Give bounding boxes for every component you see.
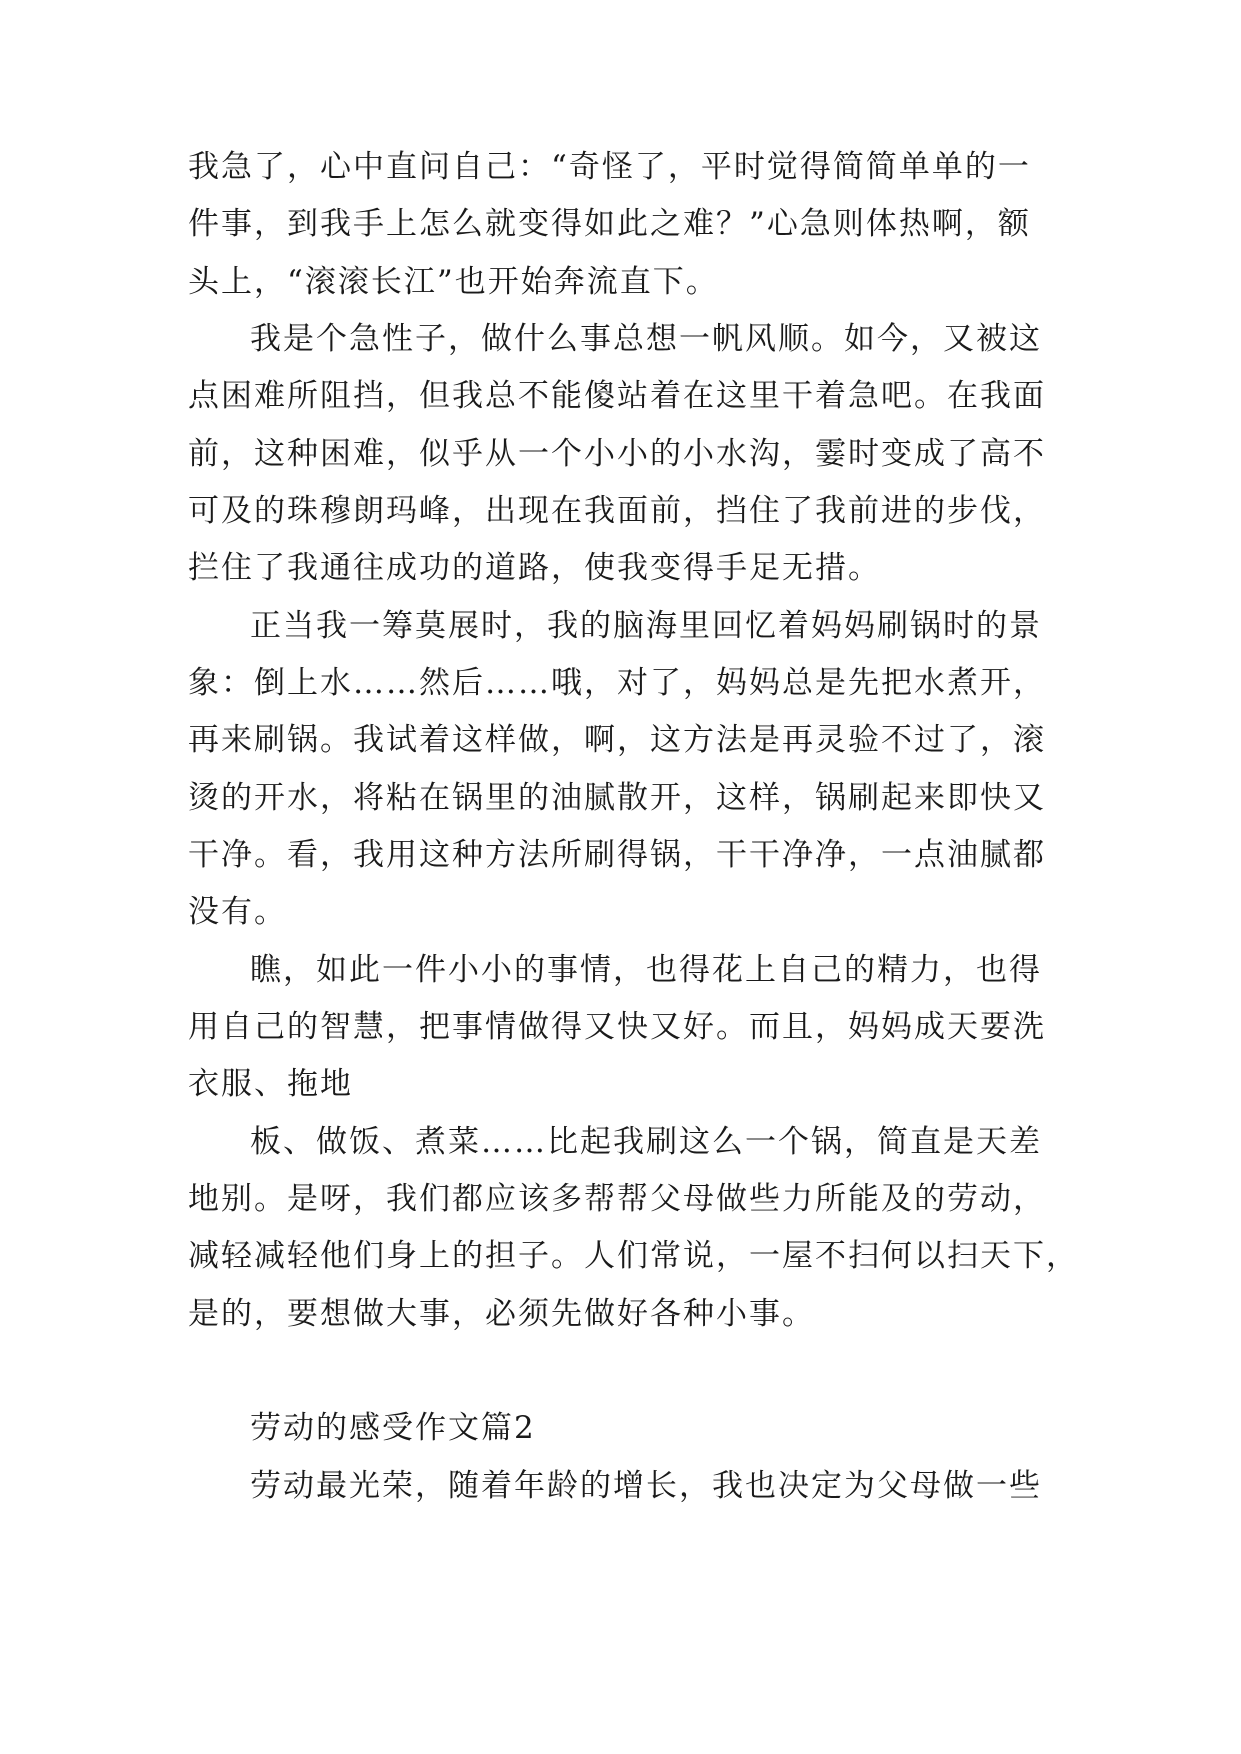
- text-line: 头上，“滚滚长江”也开始奔流直下。: [188, 264, 719, 300]
- text-line: 是的，要想做大事，必须先做好各种小事。: [188, 1296, 815, 1332]
- paragraph-first-line: 瞧，如此一件小小的事情，也得花上自己的精力，也得: [250, 952, 1042, 988]
- text-line: 用自己的智慧，把事情做得又快又好。而且，妈妈成天要洗: [188, 1009, 1046, 1045]
- paragraph-first-line: 我是个急性子，做什么事总想一帆风顺。如今，又被这: [250, 321, 1042, 357]
- text-line: 点困难所阻挡，但我总不能傻站着在这里干着急吧。在我面: [188, 378, 1046, 414]
- text-line: 拦住了我通往成功的道路，使我变得手足无措。: [188, 550, 881, 586]
- text-line: 我急了，心中直问自己：“奇怪了，平时觉得简简单单的一: [188, 149, 1031, 185]
- text-line: 没有。: [188, 894, 287, 930]
- text-line: 烫的开水，将粘在锅里的油腻散开，这样，锅刷起来即快又: [188, 780, 1046, 816]
- paragraph-first-line: 劳动最光荣，随着年龄的增长，我也决定为父母做一些: [250, 1468, 1042, 1504]
- text-line: 可及的珠穆朗玛峰，出现在我面前，挡住了我前进的步伐，: [188, 493, 1046, 529]
- text-line: 地别。是呀，我们都应该多帮帮父母做些力所能及的劳动，: [188, 1181, 1046, 1217]
- text-line: 减轻减轻他们身上的担子。人们常说，一屋不扫何以扫天下，: [188, 1238, 1079, 1274]
- paragraph-first-line: 正当我一筹莫展时，我的脑海里回忆着妈妈刷锅时的景: [250, 608, 1042, 644]
- text-line: 件事，到我手上怎么就变得如此之难？”心急则体热啊，额: [188, 206, 1031, 242]
- text-line: 象：倒上水……然后……哦，对了，妈妈总是先把水煮开，: [188, 665, 1046, 701]
- text-line: 衣服、拖地: [188, 1066, 353, 1102]
- text-line: 再来刷锅。我试着这样做，啊，这方法是再灵验不过了，滚: [188, 722, 1046, 758]
- text-line: 前，这种困难，似乎从一个小小的小水沟，霎时变成了高不: [188, 436, 1046, 472]
- section-heading: 劳动的感受作文篇2: [250, 1410, 536, 1446]
- text-line: 干净。看，我用这种方法所刷得锅，干干净净，一点油腻都: [188, 837, 1046, 873]
- paragraph-first-line: 板、做饭、煮菜……比起我刷这么一个锅，简直是天差: [250, 1124, 1042, 1160]
